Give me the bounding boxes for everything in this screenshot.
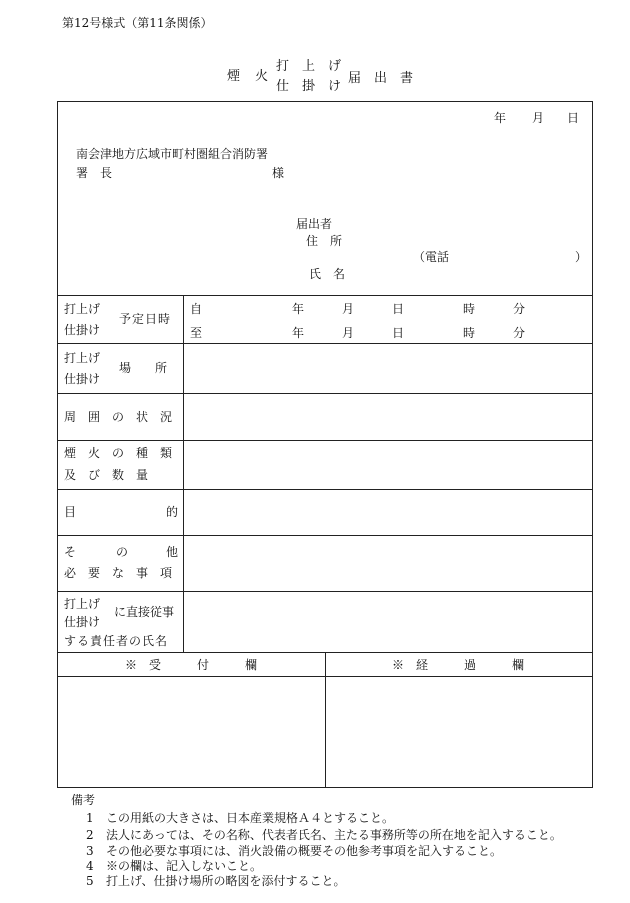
note-text: この用紙の大きさは、日本産業規格Ａ４とすること。 <box>106 811 395 825</box>
progress-header: ※ 経 過 欄 <box>392 658 525 672</box>
divider <box>57 393 593 394</box>
note-number: 4 <box>86 859 94 873</box>
label-column-divider <box>183 295 184 652</box>
phone-close: ） <box>575 250 588 264</box>
addressee-honorific: 様 <box>272 166 285 180</box>
other-label-right: 他 <box>166 545 179 559</box>
divider <box>57 440 593 441</box>
other-label-mid: の <box>116 545 129 559</box>
note-number: 2 <box>86 828 94 842</box>
place-label-bottom: 仕掛け <box>64 372 101 386</box>
fireworks-label-line2: 及 び 数 量 <box>64 468 149 482</box>
note-number: 3 <box>86 844 94 858</box>
note-text: 法人にあっては、その名称、代表者氏名、主たる事務所等の所在地を記入すること。 <box>106 828 562 842</box>
other-label-line2: 必 要 な 事 項 <box>64 566 173 580</box>
surroundings-label: 周 囲 の 状 況 <box>64 410 173 424</box>
notes-heading: 備考 <box>71 793 96 807</box>
divider <box>57 343 593 344</box>
note-text: その他必要な事項には、消火設備の概要その他参考事項を記入すること。 <box>106 844 503 858</box>
phone-open: （電話 <box>413 250 450 264</box>
title-right: 届 出 書 <box>348 71 414 86</box>
date-month: 月 <box>532 111 545 125</box>
date-year: 年 <box>494 111 507 125</box>
form-number: 第12号様式（第11条関係） <box>62 16 213 30</box>
date-day: 日 <box>567 111 580 125</box>
note-text: ※の欄は、記入しないこと。 <box>106 859 263 873</box>
responsible-label-line3: する責任者の氏名 <box>64 634 169 648</box>
schedule-from-year: 年 <box>292 302 305 316</box>
schedule-to-day: 日 <box>392 326 405 340</box>
title-left: 煙 火 <box>227 69 270 84</box>
addressee-org: 南会津地方広域市町村圏組合消防署 <box>76 147 269 161</box>
responsible-label-bottom: 仕掛け <box>64 615 101 629</box>
addressee-title: 署 長 <box>76 166 113 180</box>
schedule-to-month: 月 <box>342 326 355 340</box>
schedule-from-day: 日 <box>392 302 405 316</box>
schedule-from: 自 <box>190 302 203 316</box>
schedule-to-minute: 分 <box>513 326 526 340</box>
bottom-column-divider <box>325 652 326 788</box>
schedule-label-top: 打上げ <box>64 302 101 316</box>
schedule-from-minute: 分 <box>513 302 526 316</box>
schedule-to-hour: 時 <box>463 326 476 340</box>
place-label-top: 打上げ <box>64 351 101 365</box>
note-text: 打上げ、仕掛け場所の略図を添付すること。 <box>106 874 346 888</box>
other-label-left: そ <box>64 545 77 559</box>
title-top: 打 上 げ <box>276 59 342 74</box>
purpose-label-left: 目 <box>64 505 77 519</box>
title-bottom: 仕 掛 け <box>276 79 342 94</box>
schedule-to: 至 <box>190 326 203 340</box>
schedule-label-right: 予定日時 <box>119 312 172 326</box>
schedule-from-month: 月 <box>342 302 355 316</box>
schedule-from-hour: 時 <box>463 302 476 316</box>
purpose-label-right: 的 <box>166 505 179 519</box>
notifier-label: 届出者 <box>296 217 333 231</box>
place-label-right: 場 所 <box>119 361 168 375</box>
divider <box>57 295 593 296</box>
schedule-to-year: 年 <box>292 326 305 340</box>
reception-header: ※ 受 付 欄 <box>125 658 258 672</box>
responsible-label-top: 打上げ <box>64 597 101 611</box>
divider <box>57 535 593 536</box>
divider <box>57 591 593 592</box>
note-number: 1 <box>86 811 94 825</box>
fireworks-label-line1: 煙 火 の 種 類 <box>64 446 173 460</box>
divider <box>57 489 593 490</box>
name-label: 氏 名 <box>309 267 346 281</box>
address-label: 住 所 <box>306 234 343 248</box>
note-number: 5 <box>86 874 94 888</box>
responsible-label-right: に直接従事 <box>114 605 175 619</box>
schedule-label-bottom: 仕掛け <box>64 323 101 337</box>
